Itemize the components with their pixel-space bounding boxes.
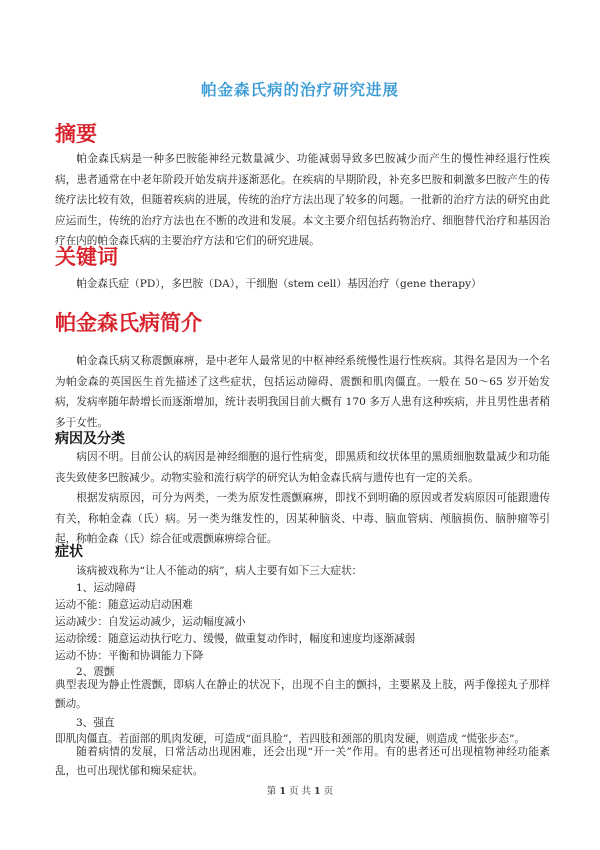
motor-line-1: 运动不能：随意运动启动困难 bbox=[55, 599, 193, 611]
symptoms-intro: 该病被戏称为“让人不能动的病”，病人主要有如下三大症状： bbox=[76, 565, 363, 577]
progression-text: 随着病情的发展，日常活动出现困难，还会出现“开一关”作用。有的患者还可出现植物神经功能紊乱，也可出现忧郁和痴呆症状。 bbox=[55, 746, 550, 777]
page-footer bbox=[0, 783, 600, 797]
cause-heading: 病因及分类 bbox=[55, 431, 125, 447]
footer-total-pages: 1 bbox=[314, 786, 321, 797]
abstract-text: 帕金森氏病是一种多巴胺能神经元数量减少、功能减弱导致多巴胺减少而产生的慢性神经退行性疾病，患者通常在中老年阶段开始发病并逐渐恶化。在疾病的早期阶段，补充多巴胺和刺激多巴胺产生的传统疗法比较有效，但随着疾病的进展，传统的治疗方法出现了较多的问题。一批新的治疗方法的研究由此应运而生，传统的治疗方法也在不断的改进和发展。本文主要介绍包括药物治疗、细胞替代治疗和基因治疗在内的帕金森氏病的主要治疗方法和它们的研究进展。 bbox=[55, 153, 550, 247]
rigidity-text: 即肌肉僵直。若面部的肌肉发硬，可造成“面具脸”，若四肢和颈部的肌肉发硬，则造成 “慌张步态”。 bbox=[55, 733, 525, 745]
footer-middle: 页 共 bbox=[288, 786, 312, 797]
footer-suffix: 页 bbox=[323, 786, 334, 797]
intro-heading: 帕金森氏病简介 bbox=[55, 311, 202, 335]
cause-paragraph-2: 根据发病原因，可分为两类，一类为原发性震颤麻痹，即找不到明确的原因或者发病原因可能跟遗传有关，称帕金森（氏）病。另一类为继发性的，因某种脑炎、中毒、脑血管病、颅脑损伤、脑肿瘤等引起，称帕金森（氏）综合征或震颤麻痹综合征。 bbox=[55, 492, 550, 545]
motor-line-2: 运动减少：自发运动减少，运动幅度减小 bbox=[55, 616, 246, 628]
cause-paragraph-1: 病因不明。目前公认的病因是神经细胞的退行性病变，即黑质和纹状体里的黑质细胞数量减少和功能丧失致使多巴胺减少。动物实验和流行病学的研究认为帕金森氏病与遗传也有一定的关系。 bbox=[55, 451, 550, 484]
symptom-item-2: 2、震颤 bbox=[76, 666, 115, 678]
symptom-item-1: 1、运动障碍 bbox=[76, 582, 136, 594]
document-title: 帕金森氏病的治疗研究进展 bbox=[200, 81, 399, 99]
abstract-heading: 摘要 bbox=[55, 122, 97, 146]
symptom-item-3: 3、强直 bbox=[76, 717, 115, 729]
motor-line-3: 运动徐缓：随意运动执行吃力、缓慢，做重复动作时，幅度和速度均逐渐减弱 bbox=[55, 633, 416, 645]
intro-text: 帕金森氏病又称震颤麻痹，是中老年人最常见的中枢神经系统慢性退行性疾病。其得名是因为一个名为帕金森的英国医生首先描述了这些症状，包括运动障碍、震颤和肌肉僵直。一般在 50～65 岁开始发病，发病率随年龄增长而逐渐增加，统计表明我国目前大概有 170 多万人患有这种疾病，并且男性患者稍多于女性。 bbox=[55, 355, 550, 429]
keywords-text: 帕金森氏症（PD），多巴胺（DA），干细胞（stem cell）基因治疗（gene therapy） bbox=[76, 278, 482, 290]
keywords-heading: 关键词 bbox=[55, 245, 118, 269]
footer-page-number: 1 bbox=[279, 786, 286, 797]
symptoms-heading: 症状 bbox=[55, 544, 83, 560]
tremor-text: 典型表现为静止性震颤，即病人在静止的状况下，出现不自主的颤抖，主要累及上肢，两手像搓丸子那样颤动。 bbox=[55, 679, 550, 710]
footer-prefix: 第 bbox=[266, 786, 277, 797]
motor-line-4: 运动不协：平衡和协调能力下降 bbox=[55, 650, 204, 662]
